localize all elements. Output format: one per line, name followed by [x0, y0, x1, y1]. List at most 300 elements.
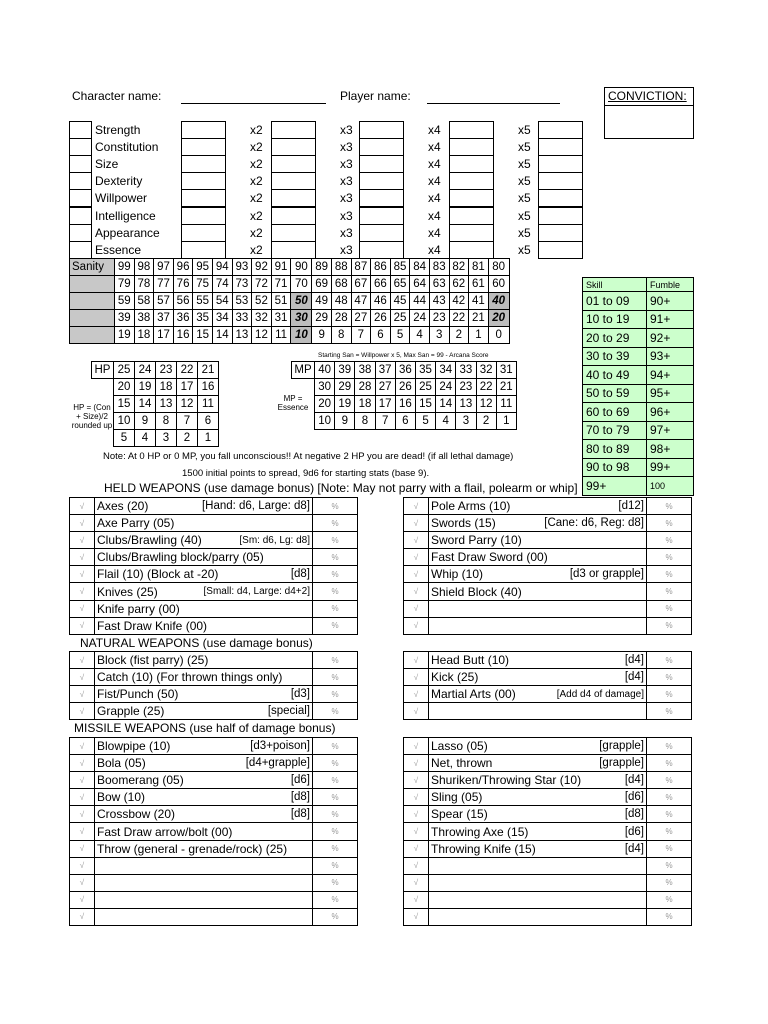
weapon-name-cell[interactable]	[95, 532, 313, 549]
sanity-cell[interactable]: 17	[154, 327, 174, 344]
weapon-name-cell[interactable]	[429, 532, 647, 549]
sanity-cell[interactable]: 15	[193, 327, 213, 344]
sanity-cell[interactable]: 37	[154, 310, 174, 327]
percent-field[interactable]: %	[647, 789, 692, 806]
percent-field[interactable]: %	[647, 891, 692, 908]
sanity-cell[interactable]: 83	[429, 259, 449, 276]
stat-value-box[interactable]	[449, 224, 494, 242]
sanity-cell[interactable]: 65	[390, 276, 410, 293]
weapon-name-cell[interactable]	[95, 515, 313, 532]
percent-field[interactable]: %	[313, 874, 358, 891]
check-icon[interactable]: √	[70, 617, 95, 634]
stat-value-box[interactable]	[359, 207, 404, 225]
stat-value-box[interactable]	[181, 138, 226, 156]
check-icon[interactable]: √	[70, 908, 95, 925]
mp-cell[interactable]: 16	[395, 396, 415, 413]
hp-cell[interactable]: 11	[198, 396, 219, 413]
check-icon[interactable]: √	[404, 669, 429, 686]
weapon-name-cell[interactable]	[429, 789, 647, 806]
hp-cell[interactable]: 1	[198, 430, 219, 447]
weapon-name-cell[interactable]	[95, 583, 313, 600]
percent-field[interactable]: %	[647, 600, 692, 617]
check-icon[interactable]: √	[404, 772, 429, 789]
mp-cell[interactable]: 22	[476, 379, 496, 396]
weapon-name-cell[interactable]	[429, 652, 647, 669]
sanity-cell[interactable]: 98	[134, 259, 154, 276]
sanity-cell[interactable]: 42	[449, 293, 469, 310]
sanity-cell[interactable]: 5	[390, 327, 410, 344]
weapon-name-cell[interactable]	[429, 857, 647, 874]
check-icon[interactable]: √	[70, 840, 95, 857]
stat-value-box[interactable]	[359, 121, 404, 139]
percent-field[interactable]: %	[313, 908, 358, 925]
sanity-cell[interactable]: 86	[371, 259, 391, 276]
hp-cell[interactable]: 2	[177, 430, 198, 447]
stat-value-box[interactable]	[271, 207, 316, 225]
sanity-cell[interactable]: 26	[371, 310, 391, 327]
stat-check-box[interactable]	[69, 189, 92, 207]
sanity-cell[interactable]: 10	[291, 327, 312, 344]
stat-value-box[interactable]	[449, 207, 494, 225]
character-name-field[interactable]	[181, 103, 326, 104]
stat-value-box[interactable]	[449, 121, 494, 139]
sanity-cell[interactable]: 45	[390, 293, 410, 310]
percent-field[interactable]: %	[313, 498, 358, 515]
stat-value-box[interactable]	[181, 207, 226, 225]
sanity-cell[interactable]: 70	[291, 276, 312, 293]
mp-cell[interactable]: 38	[355, 362, 375, 379]
stat-value-box[interactable]	[449, 241, 494, 259]
hp-cell[interactable]: 21	[198, 362, 219, 379]
sanity-cell[interactable]: 68	[331, 276, 351, 293]
weapon-name-cell[interactable]	[95, 686, 313, 703]
weapon-name-cell[interactable]	[429, 874, 647, 891]
sanity-cell[interactable]: 29	[312, 310, 332, 327]
mp-cell[interactable]: 7	[375, 413, 395, 430]
sanity-cell[interactable]: 91	[271, 259, 291, 276]
weapon-name-cell[interactable]	[429, 515, 647, 532]
check-icon[interactable]: √	[70, 515, 95, 532]
percent-field[interactable]: %	[647, 738, 692, 755]
percent-field[interactable]: %	[647, 806, 692, 823]
check-icon[interactable]: √	[404, 549, 429, 566]
hp-cell[interactable]: 13	[156, 396, 177, 413]
sanity-cell[interactable]: 71	[271, 276, 291, 293]
percent-field[interactable]: %	[313, 738, 358, 755]
weapon-name-cell[interactable]	[429, 617, 647, 634]
percent-field[interactable]: %	[647, 755, 692, 772]
sanity-cell[interactable]: 81	[469, 259, 489, 276]
sanity-cell[interactable]: 97	[154, 259, 174, 276]
mp-cell[interactable]: 10	[315, 413, 335, 430]
percent-field[interactable]: %	[647, 566, 692, 583]
percent-field[interactable]: %	[647, 532, 692, 549]
sanity-cell[interactable]: 6	[371, 327, 391, 344]
mp-cell[interactable]: 13	[456, 396, 476, 413]
sanity-cell[interactable]: 12	[252, 327, 272, 344]
check-icon[interactable]: √	[70, 583, 95, 600]
sanity-cell[interactable]: 9	[312, 327, 332, 344]
stat-value-box[interactable]	[538, 224, 583, 242]
percent-field[interactable]: %	[313, 789, 358, 806]
check-icon[interactable]: √	[70, 498, 95, 515]
mp-cell[interactable]: 34	[436, 362, 456, 379]
percent-field[interactable]: %	[313, 686, 358, 703]
check-icon[interactable]: √	[70, 669, 95, 686]
sanity-cell[interactable]: 34	[212, 310, 232, 327]
percent-field[interactable]: %	[313, 806, 358, 823]
sanity-cell[interactable]: 60	[488, 276, 509, 293]
mp-cell[interactable]: 9	[335, 413, 355, 430]
hp-cell[interactable]: 8	[156, 413, 177, 430]
mp-cell[interactable]: 36	[395, 362, 415, 379]
check-icon[interactable]: √	[70, 755, 95, 772]
weapon-name-cell[interactable]	[429, 738, 647, 755]
percent-field[interactable]: %	[313, 617, 358, 634]
sanity-cell[interactable]: 32	[252, 310, 272, 327]
sanity-cell[interactable]: 66	[371, 276, 391, 293]
check-icon[interactable]: √	[70, 532, 95, 549]
weapon-name-cell[interactable]	[95, 669, 313, 686]
mp-cell[interactable]: 17	[375, 396, 395, 413]
sanity-cell[interactable]: 93	[232, 259, 252, 276]
mp-cell[interactable]: 31	[496, 362, 516, 379]
sanity-cell[interactable]: 50	[291, 293, 312, 310]
stat-check-box[interactable]	[69, 241, 92, 259]
check-icon[interactable]: √	[404, 840, 429, 857]
conviction-field[interactable]	[604, 105, 694, 139]
sanity-cell[interactable]: 41	[469, 293, 489, 310]
weapon-name-cell[interactable]	[95, 823, 313, 840]
stat-value-box[interactable]	[538, 207, 583, 225]
stat-value-box[interactable]	[271, 138, 316, 156]
sanity-cell[interactable]: 58	[134, 293, 154, 310]
sanity-cell[interactable]: 72	[252, 276, 272, 293]
sanity-cell[interactable]: 28	[331, 310, 351, 327]
hp-cell[interactable]: 9	[135, 413, 156, 430]
sanity-cell[interactable]: 16	[173, 327, 193, 344]
stat-value-box[interactable]	[538, 189, 583, 207]
sanity-cell[interactable]: 25	[390, 310, 410, 327]
percent-field[interactable]: %	[313, 703, 358, 720]
stat-check-box[interactable]	[69, 172, 92, 190]
percent-field[interactable]: %	[313, 600, 358, 617]
weapon-name-cell[interactable]	[95, 806, 313, 823]
mp-cell[interactable]: 11	[496, 396, 516, 413]
sanity-cell[interactable]: 20	[488, 310, 509, 327]
sanity-cell[interactable]: 89	[312, 259, 332, 276]
weapon-name-cell[interactable]	[95, 652, 313, 669]
sanity-cell[interactable]: 87	[351, 259, 371, 276]
check-icon[interactable]: √	[404, 874, 429, 891]
sanity-cell[interactable]: 57	[154, 293, 174, 310]
mp-cell[interactable]: 12	[476, 396, 496, 413]
percent-field[interactable]: %	[647, 617, 692, 634]
sanity-cell[interactable]: 31	[271, 310, 291, 327]
check-icon[interactable]: √	[404, 738, 429, 755]
weapon-name-cell[interactable]	[429, 772, 647, 789]
weapon-name-cell[interactable]	[95, 772, 313, 789]
mp-cell[interactable]: 29	[335, 379, 355, 396]
sanity-cell[interactable]: 24	[410, 310, 430, 327]
check-icon[interactable]: √	[404, 515, 429, 532]
stat-value-box[interactable]	[271, 224, 316, 242]
check-icon[interactable]: √	[70, 772, 95, 789]
mp-cell[interactable]: 1	[496, 413, 516, 430]
percent-field[interactable]: %	[313, 583, 358, 600]
weapon-name-cell[interactable]	[95, 789, 313, 806]
sanity-cell[interactable]: 92	[252, 259, 272, 276]
stat-value-box[interactable]	[538, 241, 583, 259]
percent-field[interactable]: %	[647, 686, 692, 703]
sanity-cell[interactable]: 40	[488, 293, 509, 310]
weapon-name-cell[interactable]	[429, 669, 647, 686]
mp-cell[interactable]: 37	[375, 362, 395, 379]
stat-value-box[interactable]	[271, 189, 316, 207]
sanity-cell[interactable]: 84	[410, 259, 430, 276]
sanity-cell[interactable]: 59	[115, 293, 135, 310]
check-icon[interactable]: √	[404, 857, 429, 874]
hp-cell[interactable]: 3	[156, 430, 177, 447]
hp-cell[interactable]: 20	[114, 379, 135, 396]
percent-field[interactable]: %	[647, 857, 692, 874]
percent-field[interactable]: %	[313, 532, 358, 549]
stat-value-box[interactable]	[449, 155, 494, 173]
hp-cell[interactable]: 23	[156, 362, 177, 379]
sanity-cell[interactable]: 38	[134, 310, 154, 327]
weapon-name-cell[interactable]	[95, 549, 313, 566]
weapon-name-cell[interactable]	[429, 600, 647, 617]
sanity-cell[interactable]: 79	[115, 276, 135, 293]
hp-cell[interactable]: 4	[135, 430, 156, 447]
sanity-cell[interactable]: 35	[193, 310, 213, 327]
percent-field[interactable]: %	[647, 823, 692, 840]
sanity-cell[interactable]: 1	[469, 327, 489, 344]
check-icon[interactable]: √	[70, 857, 95, 874]
sanity-cell[interactable]: 46	[371, 293, 391, 310]
percent-field[interactable]: %	[313, 549, 358, 566]
sanity-cell[interactable]: 76	[173, 276, 193, 293]
sanity-cell[interactable]: 2	[449, 327, 469, 344]
stat-value-box[interactable]	[359, 138, 404, 156]
percent-field[interactable]: %	[647, 703, 692, 720]
weapon-name-cell[interactable]	[429, 908, 647, 925]
mp-cell[interactable]: 32	[476, 362, 496, 379]
sanity-cell[interactable]: 77	[154, 276, 174, 293]
mp-cell[interactable]: 19	[335, 396, 355, 413]
sanity-cell[interactable]: 52	[252, 293, 272, 310]
mp-cell[interactable]: 28	[355, 379, 375, 396]
hp-cell[interactable]: 25	[114, 362, 135, 379]
weapon-name-cell[interactable]	[95, 755, 313, 772]
mp-cell[interactable]: 3	[456, 413, 476, 430]
weapon-name-cell[interactable]	[429, 498, 647, 515]
check-icon[interactable]: √	[70, 566, 95, 583]
mp-cell[interactable]: 24	[436, 379, 456, 396]
sanity-cell[interactable]: 43	[429, 293, 449, 310]
stat-value-box[interactable]	[359, 189, 404, 207]
stat-value-box[interactable]	[538, 121, 583, 139]
check-icon[interactable]: √	[70, 549, 95, 566]
stat-value-box[interactable]	[271, 121, 316, 139]
weapon-name-cell[interactable]	[95, 891, 313, 908]
sanity-cell[interactable]: 8	[331, 327, 351, 344]
hp-cell[interactable]: 5	[114, 430, 135, 447]
sanity-cell[interactable]: 44	[410, 293, 430, 310]
weapon-name-cell[interactable]	[95, 617, 313, 634]
percent-field[interactable]: %	[313, 566, 358, 583]
mp-cell[interactable]: 6	[395, 413, 415, 430]
stat-value-box[interactable]	[359, 224, 404, 242]
sanity-cell[interactable]: 67	[351, 276, 371, 293]
sanity-cell[interactable]: 18	[134, 327, 154, 344]
check-icon[interactable]: √	[404, 652, 429, 669]
mp-cell[interactable]: 14	[436, 396, 456, 413]
sanity-cell[interactable]: 27	[351, 310, 371, 327]
hp-cell[interactable]: 12	[177, 396, 198, 413]
stat-value-box[interactable]	[538, 138, 583, 156]
sanity-cell[interactable]: 55	[193, 293, 213, 310]
mp-cell[interactable]: 21	[496, 379, 516, 396]
weapon-name-cell[interactable]	[95, 738, 313, 755]
weapon-name-cell[interactable]	[429, 703, 647, 720]
mp-cell[interactable]: 25	[415, 379, 435, 396]
sanity-cell[interactable]: 21	[469, 310, 489, 327]
sanity-cell[interactable]: 22	[449, 310, 469, 327]
sanity-cell[interactable]: 0	[488, 327, 509, 344]
sanity-cell[interactable]: 61	[469, 276, 489, 293]
weapon-name-cell[interactable]	[429, 583, 647, 600]
hp-cell[interactable]: 17	[177, 379, 198, 396]
mp-cell[interactable]: 26	[395, 379, 415, 396]
sanity-cell[interactable]: 99	[115, 259, 135, 276]
weapon-name-cell[interactable]	[95, 857, 313, 874]
mp-cell[interactable]: 4	[436, 413, 456, 430]
mp-cell[interactable]: 30	[315, 379, 335, 396]
stat-value-box[interactable]	[359, 241, 404, 259]
hp-cell[interactable]: 14	[135, 396, 156, 413]
percent-field[interactable]: %	[647, 874, 692, 891]
weapon-name-cell[interactable]	[429, 840, 647, 857]
check-icon[interactable]: √	[404, 532, 429, 549]
percent-field[interactable]: %	[313, 823, 358, 840]
stat-value-box[interactable]	[181, 189, 226, 207]
hp-cell[interactable]: 24	[135, 362, 156, 379]
check-icon[interactable]: √	[404, 891, 429, 908]
weapon-name-cell[interactable]	[429, 891, 647, 908]
mp-cell[interactable]: 35	[415, 362, 435, 379]
sanity-cell[interactable]: 54	[212, 293, 232, 310]
percent-field[interactable]: %	[647, 515, 692, 532]
mp-cell[interactable]: 15	[415, 396, 435, 413]
sanity-cell[interactable]: 30	[291, 310, 312, 327]
check-icon[interactable]: √	[70, 891, 95, 908]
weapon-name-cell[interactable]	[429, 755, 647, 772]
check-icon[interactable]: √	[404, 908, 429, 925]
weapon-name-cell[interactable]	[429, 823, 647, 840]
stat-check-box[interactable]	[69, 207, 92, 225]
weapon-name-cell[interactable]	[429, 686, 647, 703]
sanity-cell[interactable]: 11	[271, 327, 291, 344]
stat-value-box[interactable]	[271, 155, 316, 173]
sanity-cell[interactable]: 3	[429, 327, 449, 344]
sanity-cell[interactable]: 69	[312, 276, 332, 293]
stat-value-box[interactable]	[271, 172, 316, 190]
check-icon[interactable]: √	[404, 686, 429, 703]
check-icon[interactable]: √	[404, 566, 429, 583]
sanity-cell[interactable]: 85	[390, 259, 410, 276]
stat-value-box[interactable]	[538, 172, 583, 190]
percent-field[interactable]: %	[647, 840, 692, 857]
hp-cell[interactable]: 19	[135, 379, 156, 396]
sanity-cell[interactable]: 56	[173, 293, 193, 310]
check-icon[interactable]: √	[404, 789, 429, 806]
sanity-cell[interactable]: 62	[449, 276, 469, 293]
sanity-cell[interactable]: 19	[115, 327, 135, 344]
check-icon[interactable]: √	[404, 703, 429, 720]
mp-cell[interactable]: 39	[335, 362, 355, 379]
sanity-cell[interactable]: 4	[410, 327, 430, 344]
check-icon[interactable]: √	[70, 652, 95, 669]
percent-field[interactable]: %	[647, 669, 692, 686]
percent-field[interactable]: %	[647, 908, 692, 925]
check-icon[interactable]: √	[404, 823, 429, 840]
sanity-cell[interactable]: 39	[115, 310, 135, 327]
sanity-cell[interactable]: 94	[212, 259, 232, 276]
stat-value-box[interactable]	[181, 241, 226, 259]
sanity-cell[interactable]: 7	[351, 327, 371, 344]
player-name-field[interactable]	[427, 103, 560, 104]
check-icon[interactable]: √	[70, 823, 95, 840]
check-icon[interactable]: √	[404, 600, 429, 617]
check-icon[interactable]: √	[70, 686, 95, 703]
hp-cell[interactable]: 6	[198, 413, 219, 430]
sanity-cell[interactable]: 33	[232, 310, 252, 327]
sanity-cell[interactable]: 88	[331, 259, 351, 276]
mp-cell[interactable]: 23	[456, 379, 476, 396]
percent-field[interactable]: %	[313, 891, 358, 908]
stat-check-box[interactable]	[69, 224, 92, 242]
check-icon[interactable]: √	[404, 498, 429, 515]
percent-field[interactable]: %	[647, 652, 692, 669]
weapon-name-cell[interactable]	[95, 840, 313, 857]
sanity-cell[interactable]: 13	[232, 327, 252, 344]
mp-cell[interactable]: 20	[315, 396, 335, 413]
sanity-cell[interactable]: 73	[232, 276, 252, 293]
sanity-cell[interactable]: 95	[193, 259, 213, 276]
weapon-name-cell[interactable]	[95, 908, 313, 925]
sanity-cell[interactable]: 80	[488, 259, 509, 276]
mp-cell[interactable]: 2	[476, 413, 496, 430]
mp-cell[interactable]: 27	[375, 379, 395, 396]
weapon-name-cell[interactable]	[95, 600, 313, 617]
sanity-cell[interactable]: 64	[410, 276, 430, 293]
check-icon[interactable]: √	[70, 806, 95, 823]
check-icon[interactable]: √	[404, 755, 429, 772]
stat-check-box[interactable]	[69, 121, 92, 139]
weapon-name-cell[interactable]	[429, 566, 647, 583]
hp-cell[interactable]: 18	[156, 379, 177, 396]
sanity-cell[interactable]: 63	[429, 276, 449, 293]
sanity-cell[interactable]: 90	[291, 259, 312, 276]
stat-value-box[interactable]	[449, 172, 494, 190]
sanity-cell[interactable]: 48	[331, 293, 351, 310]
sanity-cell[interactable]: 82	[449, 259, 469, 276]
check-icon[interactable]: √	[404, 806, 429, 823]
check-icon[interactable]: √	[70, 874, 95, 891]
percent-field[interactable]: %	[647, 549, 692, 566]
hp-cell[interactable]: 7	[177, 413, 198, 430]
